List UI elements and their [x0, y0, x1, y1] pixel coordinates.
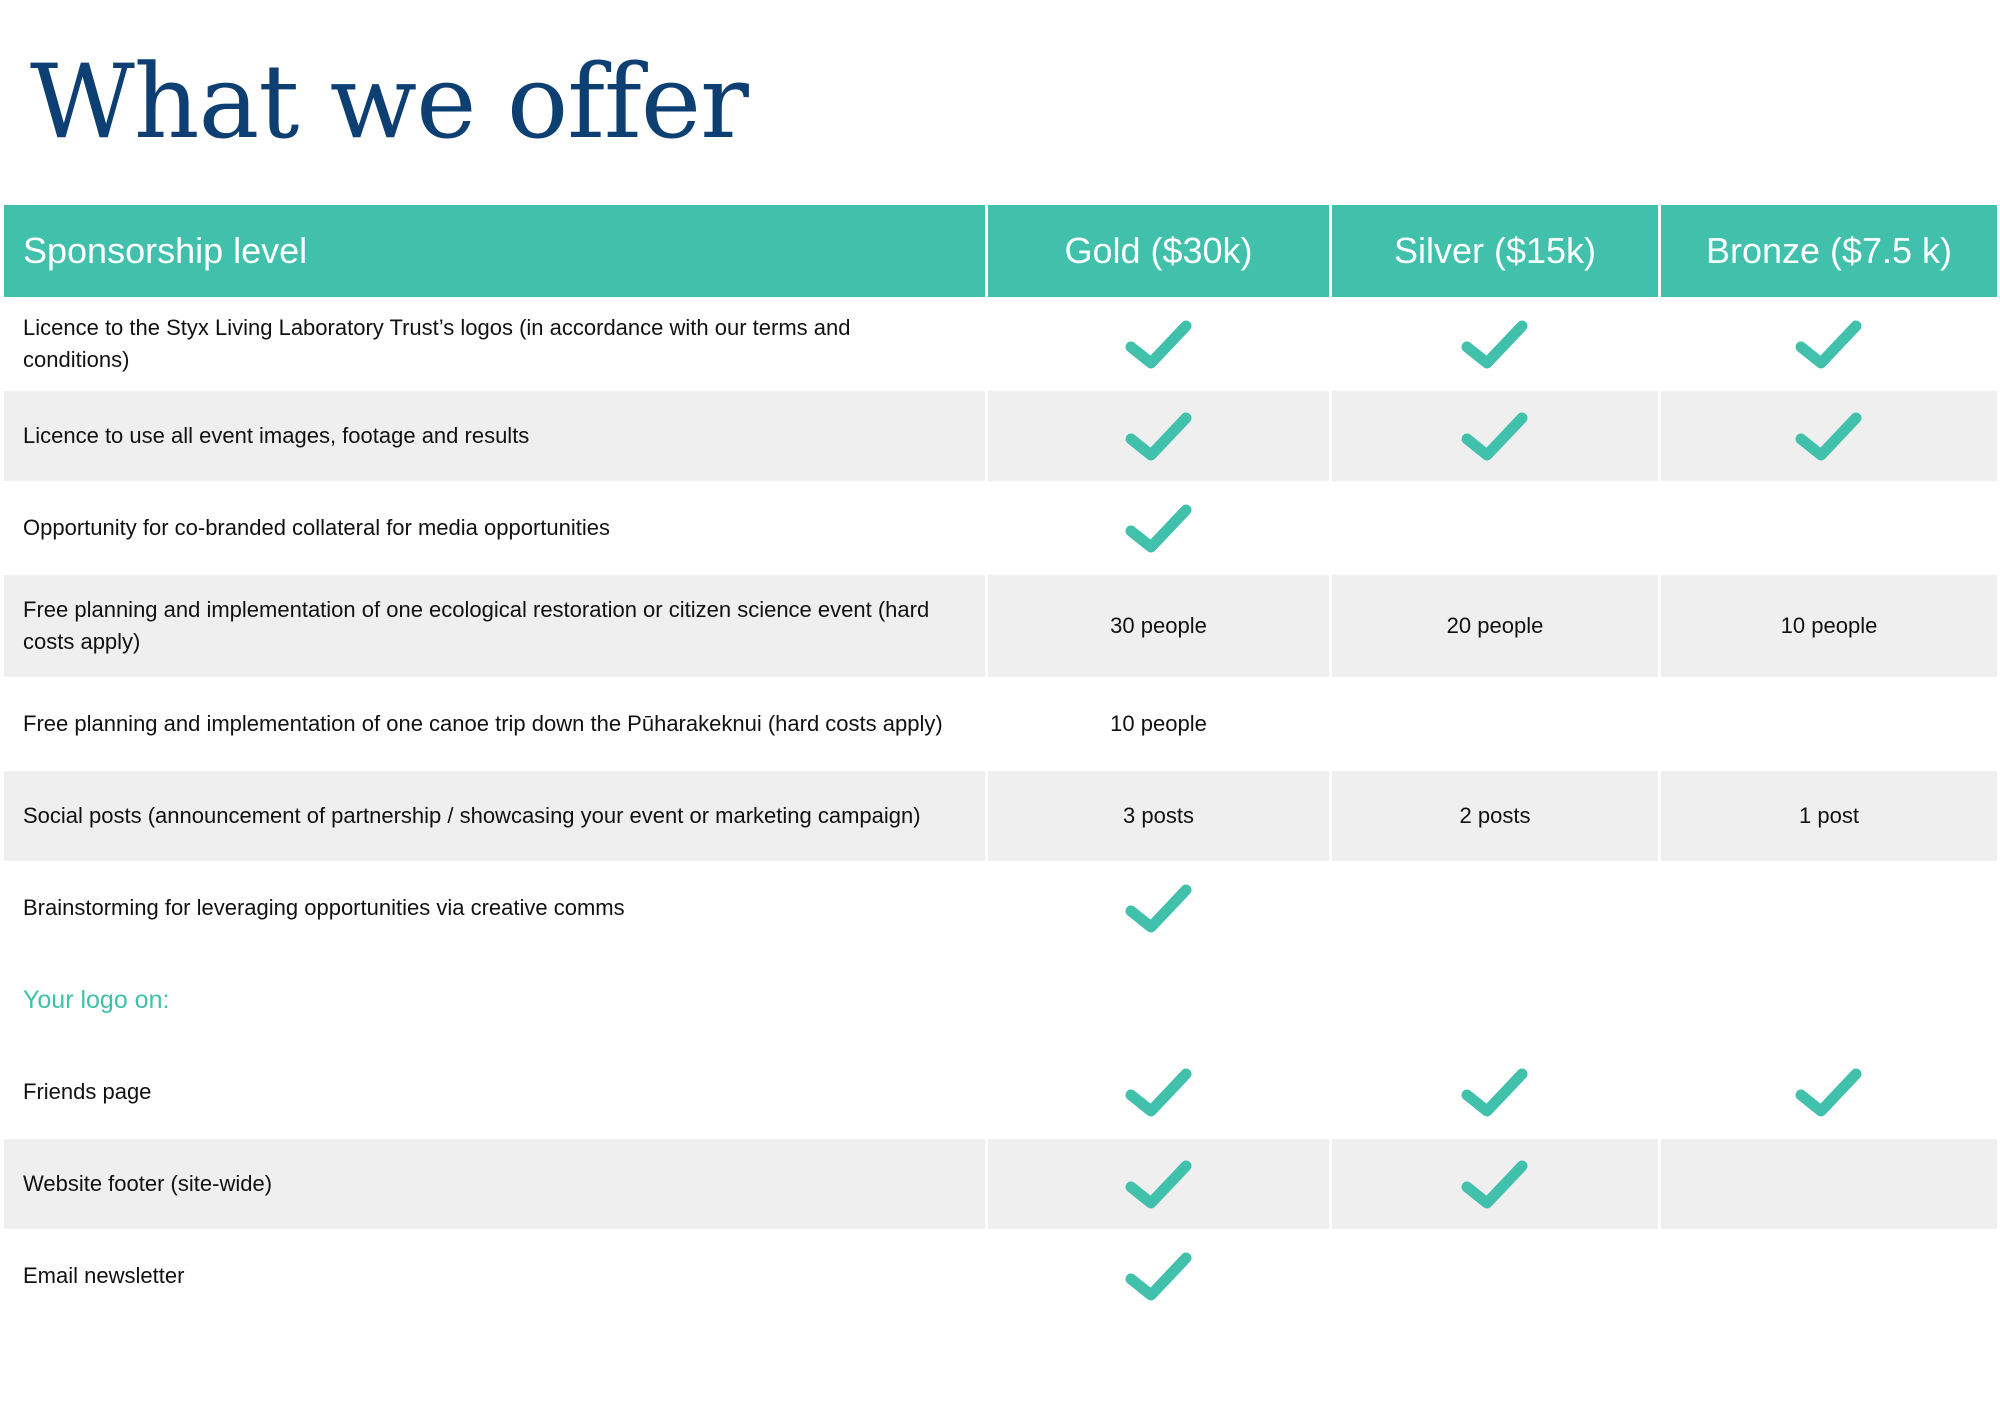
bronze-cell [1661, 299, 1997, 389]
table-row [4, 575, 2000, 677]
header-sponsorship-level: Sponsorship level [4, 205, 985, 297]
bronze-cell [1661, 391, 1997, 481]
row-label: Licence to use all event images, footage and results [4, 391, 985, 481]
logo-section-row [4, 955, 2000, 1045]
header-gold: Gold ($30k) [988, 205, 1329, 297]
row-label: Social posts (announcement of partnership / showcasing your event or marketing campaign) [4, 771, 985, 861]
silver-empty-cell [1332, 483, 1658, 573]
check-icon [1124, 1065, 1194, 1119]
empty-cell [1661, 955, 1997, 1045]
table-header-row [4, 205, 2000, 297]
row-label: Email newsletter [4, 1231, 985, 1321]
table-row [4, 863, 2000, 953]
silver-empty-cell [1332, 679, 1658, 769]
table-row [4, 679, 2000, 769]
silver-empty-cell [1332, 1231, 1658, 1321]
check-icon [1460, 1065, 1530, 1119]
silver-cell [1332, 299, 1658, 389]
row-label: Free planning and implementation of one ecological restoration or citizen science event (hard costs apply) [4, 575, 985, 677]
header-silver: Silver ($15k) [1332, 205, 1658, 297]
empty-cell [1332, 955, 1658, 1045]
table-row [4, 391, 2000, 481]
check-icon [1794, 317, 1864, 371]
check-icon [1124, 409, 1194, 463]
bronze-empty-cell [1661, 863, 1997, 953]
silver-cell [1332, 391, 1658, 481]
table-row [4, 483, 2000, 573]
row-label: Free planning and implementation of one canoe trip down the Pūharakeknui (hard costs apply) [4, 679, 985, 769]
check-icon [1124, 1157, 1194, 1211]
check-icon [1460, 1157, 1530, 1211]
bronze-cell [1661, 1047, 1997, 1137]
row-label: Website footer (site-wide) [4, 1139, 985, 1229]
gold-cell [988, 483, 1329, 573]
table-row [4, 1231, 2000, 1321]
check-icon [1124, 317, 1194, 371]
gold-cell [988, 1231, 1329, 1321]
gold-cell [988, 1047, 1329, 1137]
gold-value: 10 people [988, 679, 1329, 769]
bronze-empty-cell [1661, 483, 1997, 573]
table-row [4, 1139, 2000, 1229]
table-row [4, 771, 2000, 861]
empty-cell [988, 955, 1329, 1045]
gold-cell [988, 299, 1329, 389]
check-icon [1460, 409, 1530, 463]
silver-value: 20 people [1332, 575, 1658, 677]
table-row [4, 1047, 2000, 1137]
bronze-empty-cell [1661, 1139, 1997, 1229]
row-label: Friends page [4, 1047, 985, 1137]
row-label: Opportunity for co-branded collateral for media opportunities [4, 483, 985, 573]
silver-cell [1332, 1139, 1658, 1229]
bronze-empty-cell [1661, 679, 1997, 769]
check-icon [1460, 317, 1530, 371]
check-icon [1124, 501, 1194, 555]
check-icon [1794, 409, 1864, 463]
silver-empty-cell [1332, 863, 1658, 953]
header-bronze: Bronze ($7.5 k) [1661, 205, 1997, 297]
table-row [4, 299, 2000, 389]
check-icon [1124, 1249, 1194, 1303]
page-title: What we offer [30, 43, 748, 162]
gold-value: 30 people [988, 575, 1329, 677]
sponsorship-table [4, 205, 2000, 1323]
table-body [4, 299, 2000, 1321]
bronze-value: 10 people [1661, 575, 1997, 677]
logo-section-label: Your logo on: [4, 955, 985, 1045]
gold-cell [988, 863, 1329, 953]
bronze-empty-cell [1661, 1231, 1997, 1321]
silver-cell [1332, 1047, 1658, 1137]
check-icon [1794, 1065, 1864, 1119]
gold-cell [988, 391, 1329, 481]
row-label: Licence to the Styx Living Laboratory Trust’s logos (in accordance with our terms and conditions) [4, 299, 985, 389]
gold-value: 3 posts [988, 771, 1329, 861]
row-label: Brainstorming for leveraging opportunities via creative comms [4, 863, 985, 953]
bronze-value: 1 post [1661, 771, 1997, 861]
gold-cell [988, 1139, 1329, 1229]
silver-value: 2 posts [1332, 771, 1658, 861]
check-icon [1124, 881, 1194, 935]
